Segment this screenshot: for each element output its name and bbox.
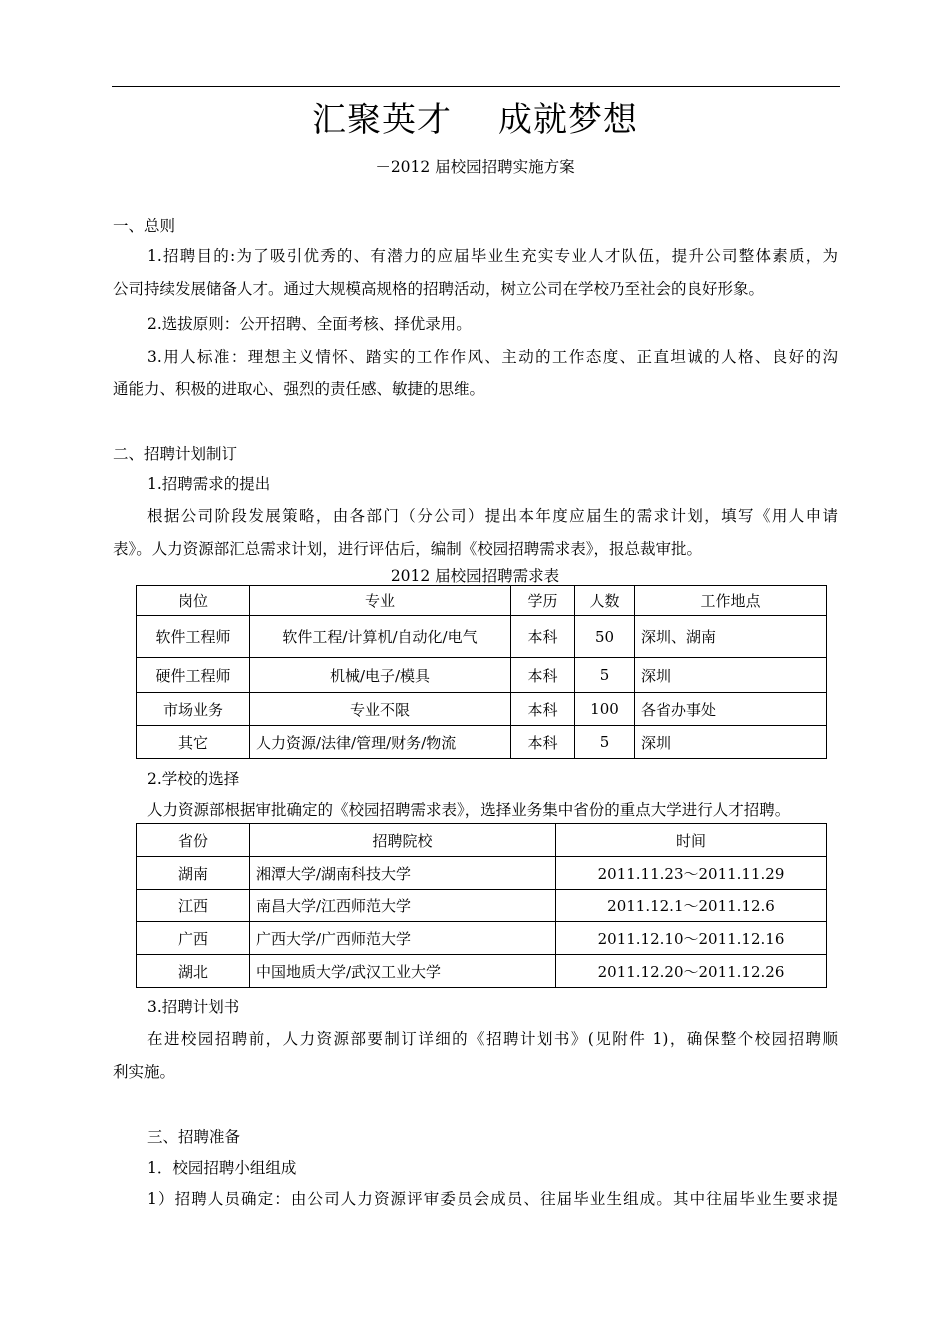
table2-header: 省份 xyxy=(137,824,250,857)
table2-cell: 湘潭大学/湖南科技大学 xyxy=(250,857,556,890)
s2-para3-line2: 利实施。 xyxy=(113,1063,176,1081)
table1-cell: 深圳 xyxy=(635,658,827,693)
table1-header: 专业 xyxy=(250,586,511,616)
section-3-heading: 三、招聘准备 xyxy=(147,1128,241,1146)
s2-para1-line2: 表》。人力资源部汇总需求计划，进行评估后，编制《校园招聘需求表》，报总裁审批。 xyxy=(113,540,703,558)
table1-cell: 深圳、湖南 xyxy=(635,616,827,658)
s3-sub1: 1．校园招聘小组组成 xyxy=(147,1159,297,1177)
table-row xyxy=(137,955,827,988)
section-1-heading: 一、总则 xyxy=(113,217,176,235)
table1-cell: 本科 xyxy=(511,693,575,726)
table2-cell: 广西 xyxy=(137,922,250,955)
table-row xyxy=(137,922,827,955)
s3-para1: 1）招聘人员确定：由公司人力资源评审委员会成员、往届毕业生组成。其中往届毕业生要求提 xyxy=(147,1190,838,1208)
table1-cell: 5 xyxy=(575,658,635,693)
document-title: 汇聚英才 成就梦想 xyxy=(312,100,638,140)
s1-para1-line2: 公司持续发展储备人才。通过大规模高规格的招聘活动，树立公司在学校乃至社会的良好形象。 xyxy=(113,280,765,298)
table-row xyxy=(137,693,827,726)
table1-caption: 2012 届校园招聘需求表 xyxy=(390,567,560,585)
table1-header: 学历 xyxy=(511,586,575,616)
table1-cell: 人力资源/法律/管理/财务/物流 xyxy=(250,726,511,759)
table2-cell: 南昌大学/江西师范大学 xyxy=(250,890,556,922)
section-2-heading: 二、招聘计划制订 xyxy=(113,445,238,463)
table1-header: 人数 xyxy=(575,586,635,616)
header-rule xyxy=(112,86,840,87)
s2-para2: 人力资源部根据审批确定的《校园招聘需求表》，选择业务集中省份的重点大学进行人才招聘。 xyxy=(147,801,791,819)
table1-cell: 机械/电子/模具 xyxy=(250,658,511,693)
table2-cell: 广西大学/广西师范大学 xyxy=(250,922,556,955)
table1-cell: 50 xyxy=(575,616,635,658)
table-row xyxy=(137,616,827,658)
table1-cell: 硬件工程师 xyxy=(137,658,250,693)
table1-cell: 市场业务 xyxy=(137,693,250,726)
table2-cell: 2011.11.23～2011.11.29 xyxy=(556,857,827,890)
s1-para3-line2: 通能力、积极的进取心、强烈的责任感、敏捷的思维。 xyxy=(113,380,486,398)
table1-cell: 5 xyxy=(575,726,635,759)
school-table xyxy=(136,823,827,988)
s1-para3-line1: 3.用人标准：理想主义情怀、踏实的工作作风、主动的工作态度、正直坦诚的人格、良好的沟 xyxy=(147,348,838,366)
table-row xyxy=(137,890,827,922)
table1-cell: 100 xyxy=(575,693,635,726)
s2-sub1: 1.招聘需求的提出 xyxy=(147,475,271,493)
table1-cell: 深圳 xyxy=(635,726,827,759)
table1-cell: 其它 xyxy=(137,726,250,759)
table2-cell: 湖南 xyxy=(137,857,250,890)
s2-para1-line1: 根据公司阶段发展策略，由各部门（分公司）提出本年度应届生的需求计划，填写《用人申请 xyxy=(147,507,838,525)
table1-cell: 专业不限 xyxy=(250,693,511,726)
demand-table xyxy=(136,585,827,759)
table2-cell: 2011.12.20～2011.12.26 xyxy=(556,955,827,988)
document-subtitle: －2012 届校园招聘实施方案 xyxy=(375,158,575,176)
table2-header: 时间 xyxy=(556,824,827,857)
s2-para3-line1: 在进校园招聘前，人力资源部要制订详细的《招聘计划书》(见附件 1)，确保整个校园招聘顺 xyxy=(147,1030,838,1048)
table1-cell: 本科 xyxy=(511,616,575,658)
table2-cell: 江西 xyxy=(137,890,250,922)
table2-cell: 2011.12.10～2011.12.16 xyxy=(556,922,827,955)
s1-para2: 2.选拔原则：公开招聘、全面考核、择优录用。 xyxy=(147,315,472,333)
table1-cell: 本科 xyxy=(511,726,575,759)
table1-cell: 软件工程师 xyxy=(137,616,250,658)
table-row xyxy=(137,658,827,693)
table1-cell: 本科 xyxy=(511,658,575,693)
table2-cell: 中国地质大学/武汉工业大学 xyxy=(250,955,556,988)
table1-cell: 软件工程/计算机/自动化/电气 xyxy=(250,616,511,658)
s1-para1-line1: 1.招聘目的:为了吸引优秀的、有潜力的应届毕业生充实专业人才队伍，提升公司整体素质，为 xyxy=(147,247,838,265)
table1-cell: 各省办事处 xyxy=(635,693,827,726)
table-row xyxy=(137,726,827,759)
s2-sub3: 3.招聘计划书 xyxy=(147,998,240,1016)
table2-cell: 湖北 xyxy=(137,955,250,988)
table2-header: 招聘院校 xyxy=(250,824,556,857)
table1-header: 工作地点 xyxy=(635,586,827,616)
table-row xyxy=(137,857,827,890)
table1-header: 岗位 xyxy=(137,586,250,616)
table2-cell: 2011.12.1～2011.12.6 xyxy=(556,890,827,922)
s2-sub2: 2.学校的选择 xyxy=(147,770,240,788)
